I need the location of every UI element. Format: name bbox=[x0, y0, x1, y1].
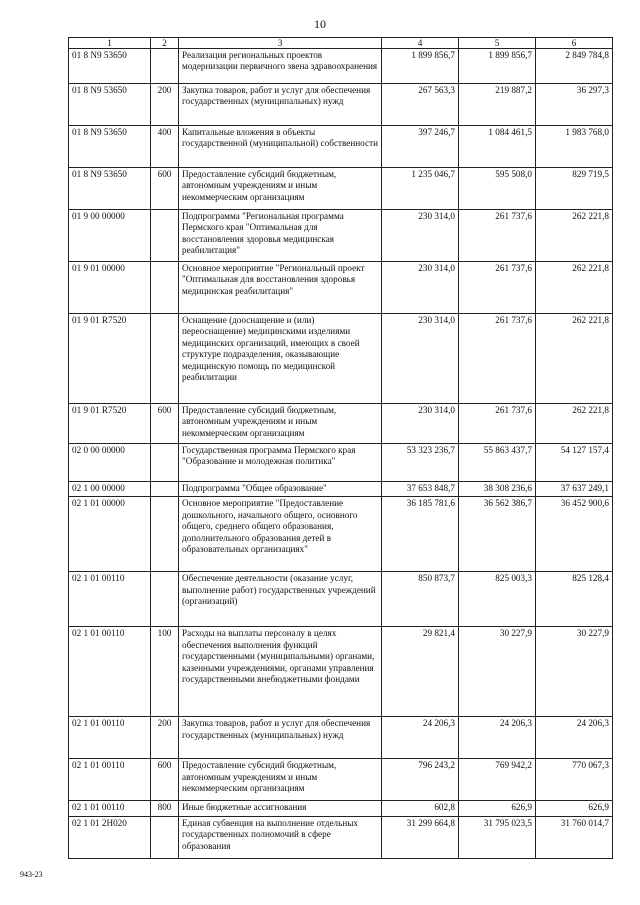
expense-type-code bbox=[151, 497, 179, 572]
amount-year-2: 261 737,6 bbox=[459, 314, 536, 404]
budget-classification-code: 01 8 N9 53650 bbox=[69, 168, 151, 210]
expense-name: Единая субвенция на выполнение отдельных государственных полномочий в сфере образования bbox=[179, 816, 382, 858]
amount-year-2: 825 003,3 bbox=[459, 572, 536, 627]
amount-year-3: 1 983 768,0 bbox=[536, 126, 613, 168]
expense-type-code bbox=[151, 314, 179, 404]
amount-year-3: 770 067,3 bbox=[536, 759, 613, 801]
budget-classification-code: 02 1 01 00110 bbox=[69, 627, 151, 717]
table-row bbox=[69, 816, 613, 858]
amount-year-2: 31 795 023,5 bbox=[459, 816, 536, 858]
expense-name: Предоставление субсидий бюджетным, автономным учреждениям и иным некоммерческим организациям bbox=[179, 168, 382, 210]
amount-year-2: 261 737,6 bbox=[459, 262, 536, 314]
amount-year-3: 36 297,3 bbox=[536, 84, 613, 126]
expense-name: Реализация региональных проектов модернизации первичного звена здравоохранения bbox=[179, 49, 382, 84]
column-header: 6 bbox=[536, 38, 613, 49]
table-row bbox=[69, 497, 613, 572]
amount-year-2: 38 308 236,6 bbox=[459, 482, 536, 497]
amount-year-1: 267 563,3 bbox=[382, 84, 459, 126]
expense-name: Государственная программа Пермского края "Образование и молодежная политика" bbox=[179, 444, 382, 482]
amount-year-2: 36 562 386,7 bbox=[459, 497, 536, 572]
table-row bbox=[69, 572, 613, 627]
table-row bbox=[69, 84, 613, 126]
expense-type-code: 600 bbox=[151, 404, 179, 444]
budget-classification-code: 02 1 01 2Н020 bbox=[69, 816, 151, 858]
amount-year-2: 1 899 856,7 bbox=[459, 49, 536, 84]
table-row bbox=[69, 126, 613, 168]
amount-year-1: 796 243,2 bbox=[382, 759, 459, 801]
expense-name: Основное мероприятие "Предоставление дошкольного, начального общего, основного общего, среднего общего образования, дополнительного образования детей в образовательных организациях" bbox=[179, 497, 382, 572]
amount-year-1: 37 653 848,7 bbox=[382, 482, 459, 497]
table-row bbox=[69, 210, 613, 262]
amount-year-3: 262 221,8 bbox=[536, 210, 613, 262]
amount-year-2: 261 737,6 bbox=[459, 210, 536, 262]
column-header: 2 bbox=[151, 38, 179, 49]
budget-classification-code: 01 8 N9 53650 bbox=[69, 84, 151, 126]
budget-classification-code: 01 8 N9 53650 bbox=[69, 126, 151, 168]
expense-type-code: 200 bbox=[151, 717, 179, 759]
expense-type-code: 100 bbox=[151, 627, 179, 717]
expense-type-code bbox=[151, 210, 179, 262]
column-header: 4 bbox=[382, 38, 459, 49]
amount-year-3: 31 760 014,7 bbox=[536, 816, 613, 858]
expense-type-code bbox=[151, 49, 179, 84]
amount-year-3: 262 221,8 bbox=[536, 314, 613, 404]
budget-table bbox=[68, 37, 613, 859]
expense-type-code bbox=[151, 444, 179, 482]
amount-year-2: 24 206,3 bbox=[459, 717, 536, 759]
amount-year-1: 1 899 856,7 bbox=[382, 49, 459, 84]
expense-name: Основное мероприятие "Региональный проект "Оптимальная для восстановления здоровья медицинская реабилитация" bbox=[179, 262, 382, 314]
header-row bbox=[69, 38, 613, 49]
expense-type-code bbox=[151, 816, 179, 858]
table-row bbox=[69, 49, 613, 84]
expense-name: Расходы на выплаты персоналу в целях обеспечения выполнения функций государственными (муниципальными) органами, казенными учреждениями, органами управления государственными внебюджетными фондами bbox=[179, 627, 382, 717]
amount-year-1: 1 235 046,7 bbox=[382, 168, 459, 210]
budget-classification-code: 01 9 01 00000 bbox=[69, 262, 151, 314]
table-row bbox=[69, 404, 613, 444]
budget-classification-code: 01 9 01 R7520 bbox=[69, 314, 151, 404]
column-header: 3 bbox=[179, 38, 382, 49]
amount-year-3: 626,9 bbox=[536, 801, 613, 816]
amount-year-3: 36 452 900,6 bbox=[536, 497, 613, 572]
budget-classification-code: 01 9 00 00000 bbox=[69, 210, 151, 262]
expense-type-code: 600 bbox=[151, 168, 179, 210]
expense-name: Предоставление субсидий бюджетным, автономным учреждениям и иным некоммерческим организациям bbox=[179, 404, 382, 444]
table-row bbox=[69, 482, 613, 497]
amount-year-3: 262 221,8 bbox=[536, 404, 613, 444]
amount-year-3: 37 637 249,1 bbox=[536, 482, 613, 497]
table-row bbox=[69, 262, 613, 314]
budget-classification-code: 02 1 01 00110 bbox=[69, 801, 151, 816]
amount-year-1: 230 314,0 bbox=[382, 314, 459, 404]
table-row bbox=[69, 314, 613, 404]
amount-year-2: 769 942,2 bbox=[459, 759, 536, 801]
expense-type-code bbox=[151, 572, 179, 627]
amount-year-1: 230 314,0 bbox=[382, 210, 459, 262]
expense-name: Закупка товаров, работ и услуг для обеспечения государственных (муниципальных) нужд bbox=[179, 717, 382, 759]
amount-year-1: 397 246,7 bbox=[382, 126, 459, 168]
amount-year-1: 31 299 664,8 bbox=[382, 816, 459, 858]
amount-year-2: 30 227,9 bbox=[459, 627, 536, 717]
table-row bbox=[69, 168, 613, 210]
expense-type-code: 400 bbox=[151, 126, 179, 168]
amount-year-3: 2 849 784,8 bbox=[536, 49, 613, 84]
document-footer-code: 943-23 bbox=[20, 870, 43, 879]
amount-year-3: 825 128,4 bbox=[536, 572, 613, 627]
amount-year-2: 261 737,6 bbox=[459, 404, 536, 444]
table-row bbox=[69, 759, 613, 801]
amount-year-2: 626,9 bbox=[459, 801, 536, 816]
expense-name: Капитальные вложения в объекты государственной (муниципальной) собственности bbox=[179, 126, 382, 168]
expense-name: Обеспечение деятельности (оказание услуг, выполнение работ) государственных учреждений (организаций) bbox=[179, 572, 382, 627]
budget-classification-code: 02 0 00 00000 bbox=[69, 444, 151, 482]
amount-year-2: 1 084 461,5 bbox=[459, 126, 536, 168]
column-header: 1 bbox=[69, 38, 151, 49]
amount-year-3: 24 206,3 bbox=[536, 717, 613, 759]
expense-type-code bbox=[151, 482, 179, 497]
table-row bbox=[69, 627, 613, 717]
expense-name: Оснащение (дооснащение и (или) переоснащение) медицинскими изделиями медицинских организаций, имеющих в своей структуре подразделения, оказывающие медицинскую помощь по медицинской реабилитации bbox=[179, 314, 382, 404]
amount-year-1: 230 314,0 bbox=[382, 262, 459, 314]
table-row bbox=[69, 444, 613, 482]
expense-name: Иные бюджетные ассигнования bbox=[179, 801, 382, 816]
amount-year-3: 54 127 157,4 bbox=[536, 444, 613, 482]
expense-type-code: 200 bbox=[151, 84, 179, 126]
budget-classification-code: 02 1 00 00000 bbox=[69, 482, 151, 497]
amount-year-2: 55 863 437,7 bbox=[459, 444, 536, 482]
budget-classification-code: 02 1 01 00110 bbox=[69, 717, 151, 759]
amount-year-1: 230 314,0 bbox=[382, 404, 459, 444]
expense-name: Подпрограмма "Общее образование" bbox=[179, 482, 382, 497]
amount-year-3: 262 221,8 bbox=[536, 262, 613, 314]
column-header: 5 bbox=[459, 38, 536, 49]
amount-year-2: 595 508,0 bbox=[459, 168, 536, 210]
amount-year-3: 30 227,9 bbox=[536, 627, 613, 717]
page-number: 10 bbox=[314, 17, 326, 31]
budget-classification-code: 01 9 01 R7520 bbox=[69, 404, 151, 444]
expense-type-code: 800 bbox=[151, 801, 179, 816]
amount-year-1: 53 323 236,7 bbox=[382, 444, 459, 482]
amount-year-1: 36 185 781,6 bbox=[382, 497, 459, 572]
amount-year-1: 602,8 bbox=[382, 801, 459, 816]
expense-name: Закупка товаров, работ и услуг для обеспечения государственных (муниципальных) нужд bbox=[179, 84, 382, 126]
budget-classification-code: 02 1 01 00000 bbox=[69, 497, 151, 572]
expense-type-code: 600 bbox=[151, 759, 179, 801]
expense-type-code bbox=[151, 262, 179, 314]
amount-year-1: 29 821,4 bbox=[382, 627, 459, 717]
amount-year-3: 829 719,5 bbox=[536, 168, 613, 210]
table-row bbox=[69, 717, 613, 759]
budget-classification-code: 01 8 N9 53650 bbox=[69, 49, 151, 84]
expense-name: Подпрограмма "Региональная программа Пермского края "Оптимальная для восстановления здоровья медицинская реабилитация" bbox=[179, 210, 382, 262]
table-row bbox=[69, 801, 613, 816]
budget-classification-code: 02 1 01 00110 bbox=[69, 572, 151, 627]
amount-year-1: 24 206,3 bbox=[382, 717, 459, 759]
expense-name: Предоставление субсидий бюджетным, автономным учреждениям и иным некоммерческим организациям bbox=[179, 759, 382, 801]
amount-year-2: 219 887,2 bbox=[459, 84, 536, 126]
budget-classification-code: 02 1 01 00110 bbox=[69, 759, 151, 801]
amount-year-1: 850 873,7 bbox=[382, 572, 459, 627]
